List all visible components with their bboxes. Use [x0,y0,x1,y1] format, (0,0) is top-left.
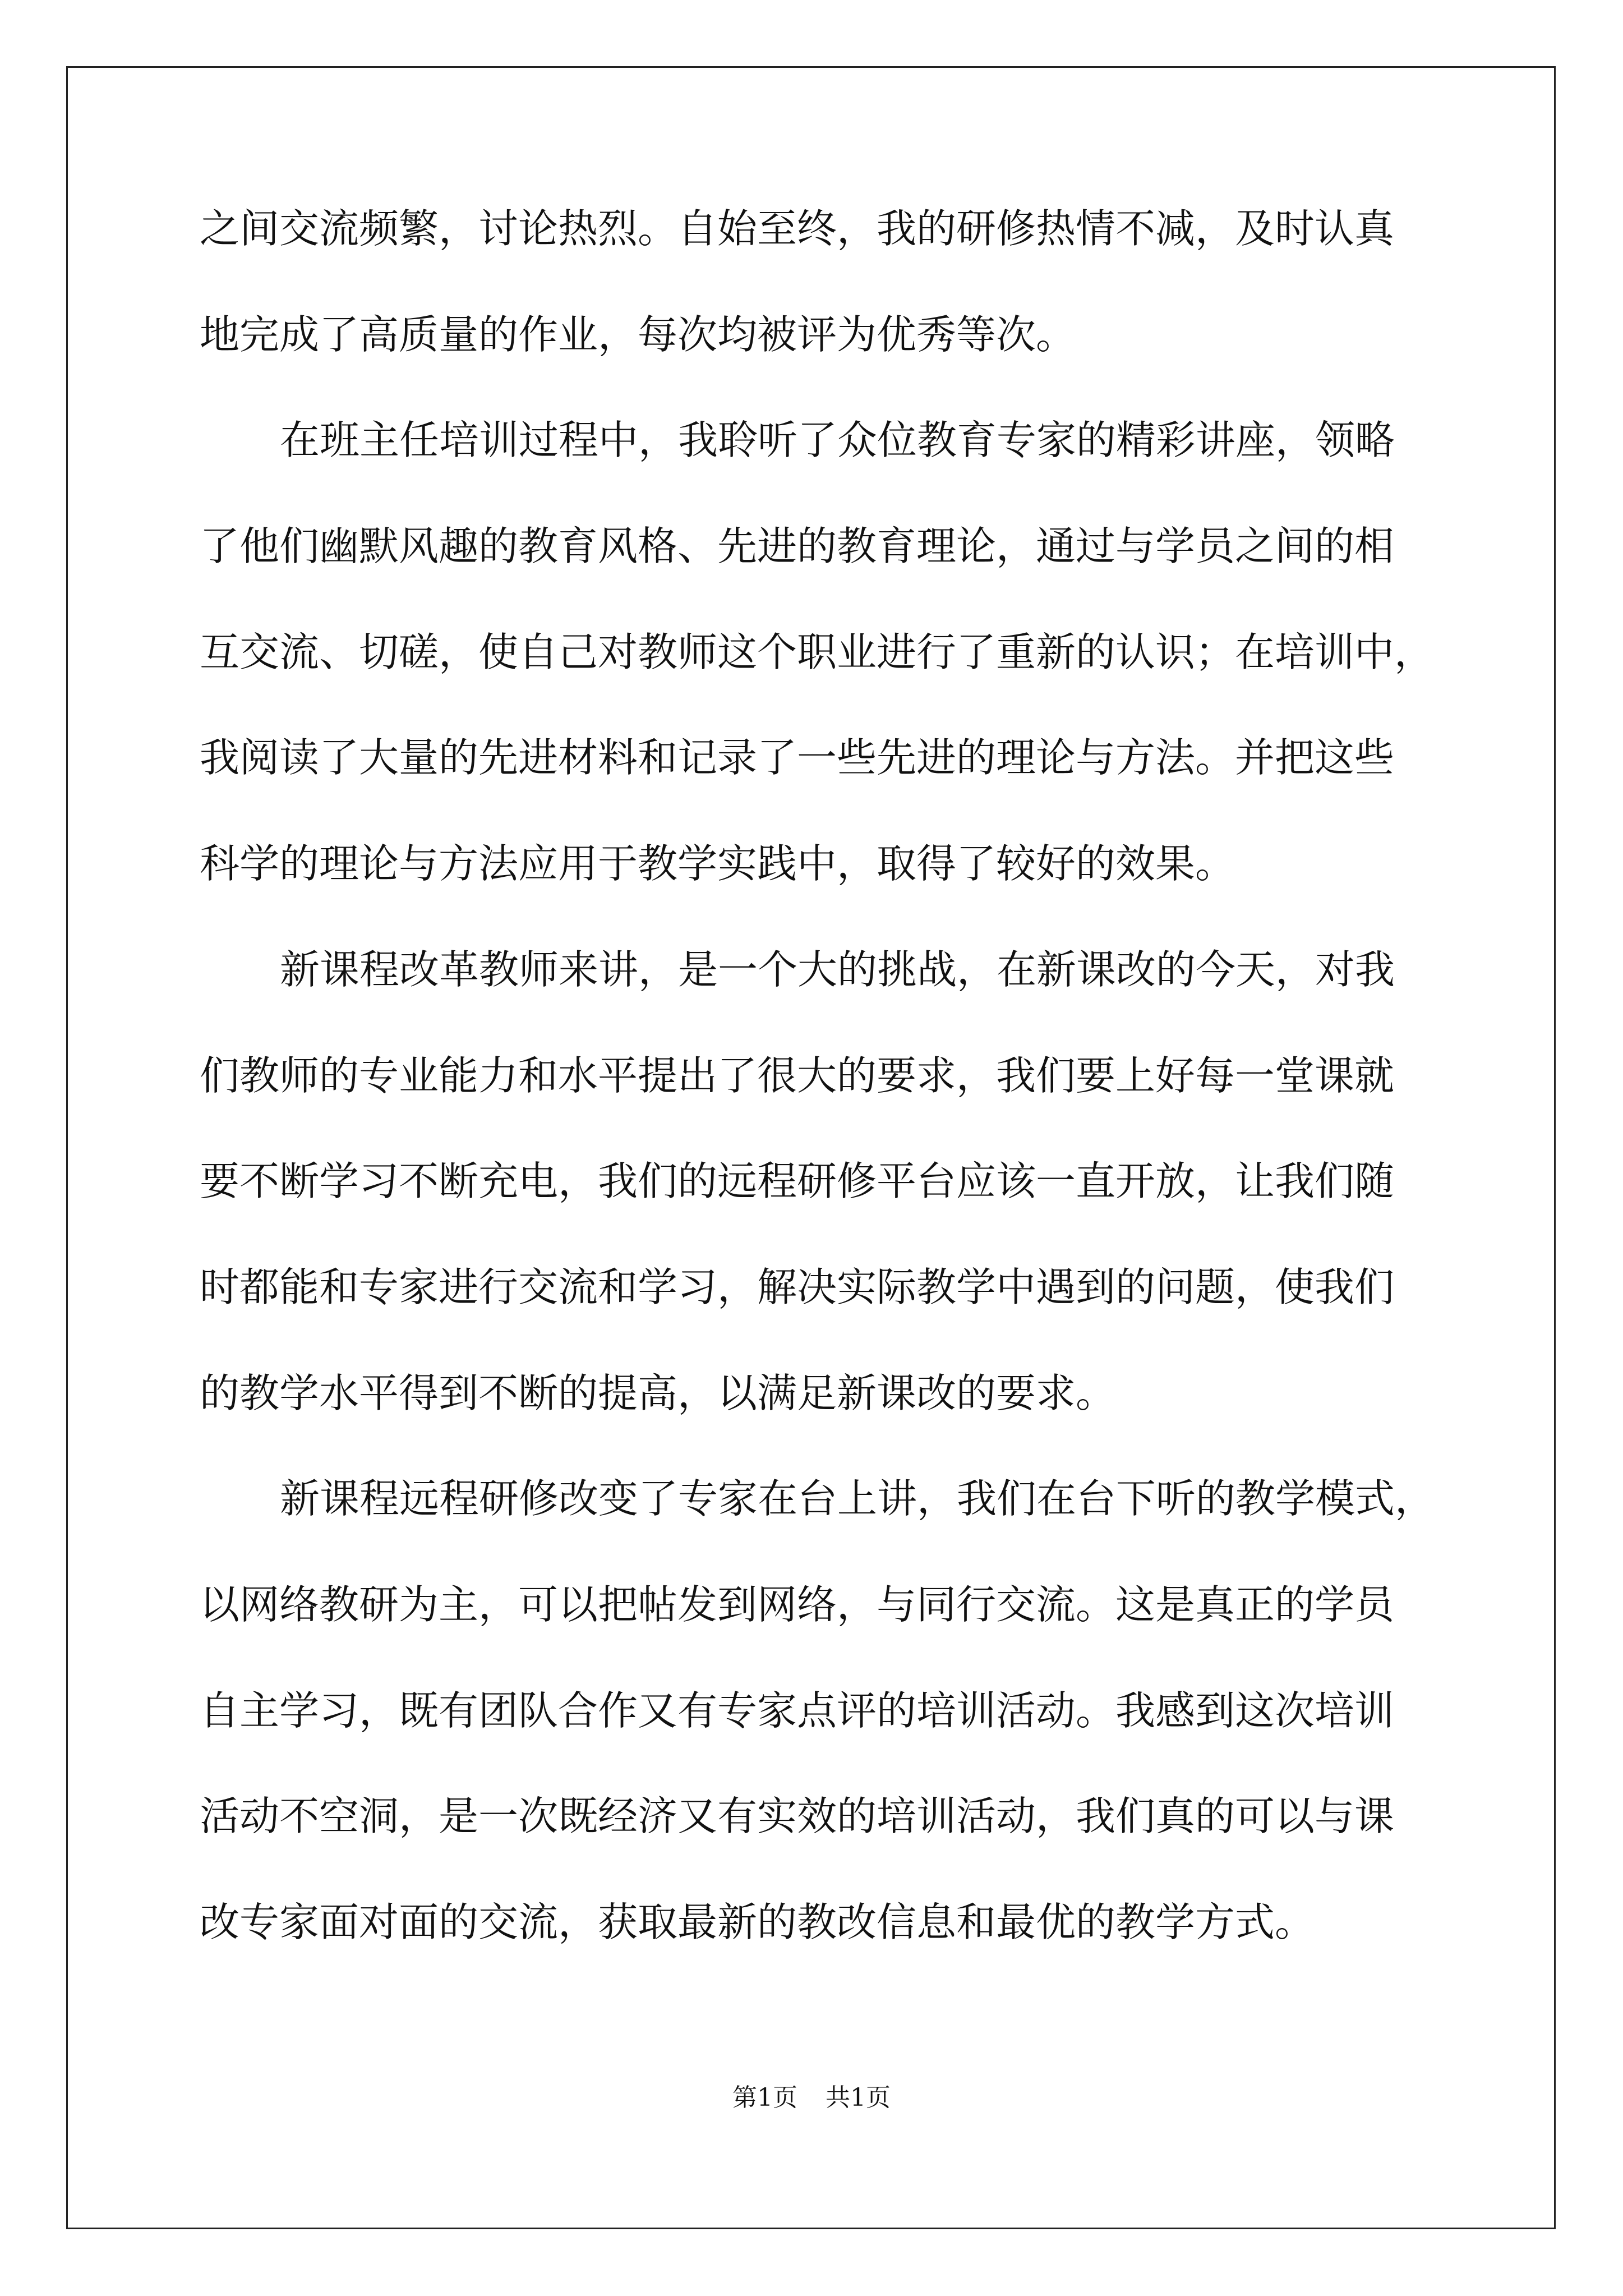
text-line: 时都能和专家进行交流和学习，解决实际教学中遇到的问题，使我们 [200,1263,1395,1310]
document-body [200,205,1447,2008]
text-line: 自主学习，既有团队合作又有专家点评的培训活动。我感到这次培训 [200,1687,1395,1734]
page-total: 共1页 [826,2083,891,2112]
text-line: 地完成了高质量的作业，每次均被评为优秀等次。 [200,311,1076,358]
text-line: 要不断学习不断充电，我们的远程研修平台应该一直开放，让我们随 [200,1158,1395,1205]
page-number: 第1页 [732,2083,797,2112]
text-line: 以网络教研为主，可以把帖发到网络，与同行交流。这是真正的学员 [200,1581,1395,1628]
paragraph-start-line: 新课程改革教师来讲，是一个大的挑战，在新课改的今天，对我 [280,946,1395,993]
page-footer [0,2084,1623,2112]
text-line: 改专家面对面的交流，获取最新的教改信息和最优的教学方式。 [200,1899,1315,1945]
text-line: 之间交流频繁，讨论热烈。自始至终，我的研修热情不减，及时认真 [200,205,1395,252]
text-line: 我阅读了大量的先进材料和记录了一些先进的理论与方法。并把这些 [200,734,1395,781]
text-line: 活动不空洞，是一次既经济又有实效的培训活动，我们真的可以与课 [200,1793,1395,1840]
text-line: 的教学水平得到不断的提高，以满足新课改的要求。 [200,1369,1116,1416]
text-line: 科学的理论与方法应用于教学实践中，取得了较好的效果。 [200,840,1235,887]
text-line: 互交流、切磋，使自己对教师这个职业进行了重新的认识；在培训中， [200,628,1435,675]
paragraph-start-line: 新课程远程研修改变了专家在台上讲，我们在台下听的教学模式， [280,1475,1435,1522]
text-line: 了他们幽默风趣的教育风格、先进的教育理论，通过与学员之间的相 [200,523,1395,570]
text-line: 们教师的专业能力和水平提出了很大的要求，我们要上好每一堂课就 [200,1052,1395,1099]
paragraph-start-line: 在班主任培训过程中，我聆听了众位教育专家的精彩讲座，领略 [280,417,1395,464]
